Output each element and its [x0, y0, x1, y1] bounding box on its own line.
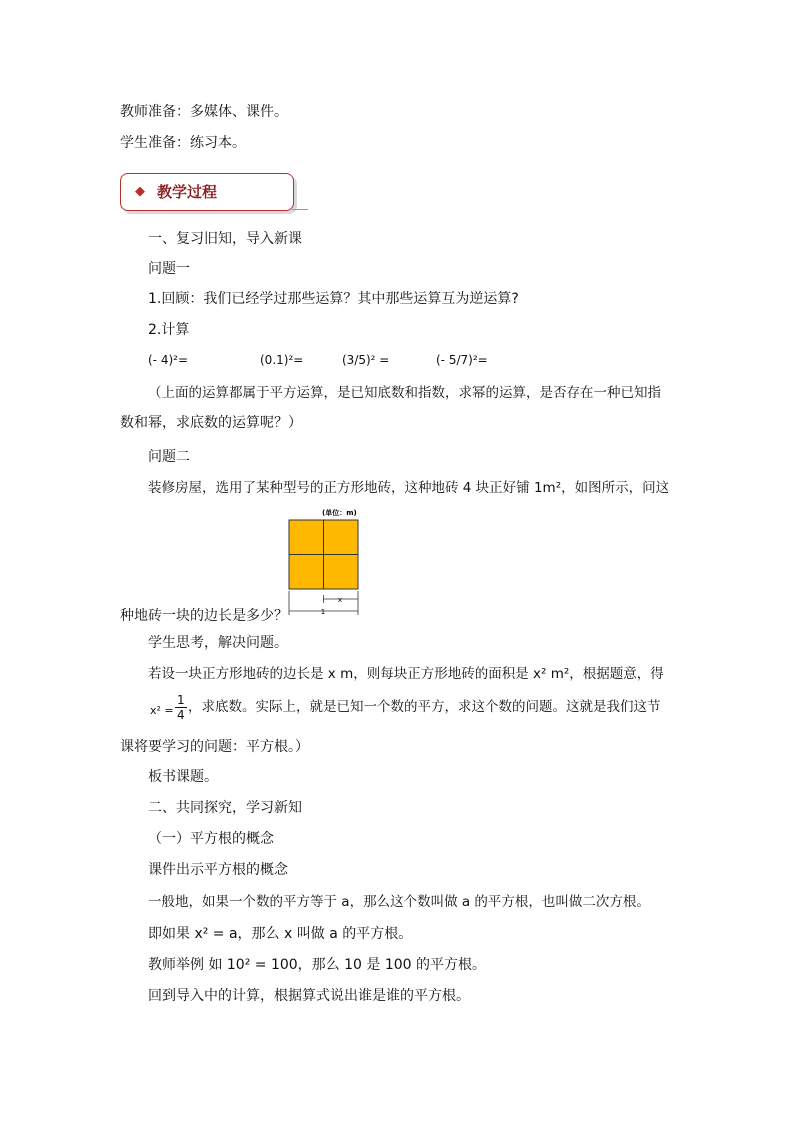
question-one-title: 问题一 — [148, 261, 190, 277]
heading-explore: 二、共同探究，学习新知 — [148, 800, 302, 816]
board-title: 板书课题。 — [148, 769, 218, 785]
tile-figure — [282, 507, 382, 619]
note-line-1: （上面的运算都属于平方运算，是已知底数和指数，求幂的运算，是否存在一种已知指 — [148, 385, 661, 401]
calc-item: (- 5/7)²= — [436, 353, 488, 367]
heading-review: 一、复习旧知，导入新课 — [148, 231, 302, 247]
equation — [150, 693, 190, 731]
courseware-note: 课件出示平方根的概念 — [148, 862, 288, 878]
suppose-line-1: 若设一块正方形地砖的边长是 x m，则每块正方形地砖的面积是 x² m²，根据题意，得 — [148, 666, 664, 682]
x-label: x — [337, 596, 343, 604]
note-line-2: 数和幂，求底数的运算呢？） — [120, 415, 302, 431]
back-to-calc: 回到导入中的计算，根据算式说出谁是谁的平方根。 — [148, 988, 470, 1004]
calc-item: (- 4)²= — [148, 353, 189, 367]
definition-formula: 即如果 x² = a，那么 x 叫做 a 的平方根。 — [148, 926, 413, 942]
calc-row — [148, 350, 668, 370]
diamond-icon: ◆ — [135, 184, 145, 199]
unit-label: (单位：m) — [322, 509, 357, 517]
sub-heading-concept: （一）平方根的概念 — [148, 831, 274, 847]
calc-item: (3/5)² = — [342, 353, 390, 367]
fraction-denominator: 4 — [177, 708, 185, 722]
equation-left: x² = — [150, 704, 174, 717]
student-thinking: 学生思考，解决问题。 — [148, 635, 288, 651]
side-label: 1 — [320, 608, 326, 616]
fraction-numerator: 1 — [177, 693, 185, 707]
section-header — [120, 173, 294, 211]
header-divider — [292, 209, 308, 210]
definition: 一般地，如果一个数的平方等于 a，那么这个数叫做 a 的平方根，也叫做二次方根。 — [148, 894, 650, 910]
suppose-line-3: 课将要学习的问题：平方根。） — [120, 739, 309, 755]
question-one-item-2: 2.计算 — [148, 322, 190, 338]
suppose-line-2: ，求底数。实际上，就是已知一个数的平方，求这个数的问题。这就是我们这节 — [188, 699, 661, 715]
student-prep: 学生准备：练习本。 — [120, 135, 246, 151]
question-two-line-1: 装修房屋，选用了某种型号的正方形地砖，这种地砖 4 块正好铺 1m²，如图所示，问这 — [148, 480, 670, 496]
calc-item: (0.1)²= — [260, 353, 304, 367]
equation-fraction — [175, 693, 187, 722]
teacher-prep: 教师准备：多媒体、课件。 — [120, 104, 288, 120]
question-two-title: 问题二 — [148, 449, 190, 465]
teacher-example: 教师举例 如 10² = 100，那么 10 是 100 的平方根。 — [148, 957, 487, 973]
question-one-item-1: 1.回顾：我们已经学过那些运算？其中那些运算互为逆运算? — [148, 291, 519, 307]
question-two-line-2: 种地砖一块的边长是多少？ — [120, 608, 288, 624]
section-title: 教学过程 — [157, 183, 218, 201]
